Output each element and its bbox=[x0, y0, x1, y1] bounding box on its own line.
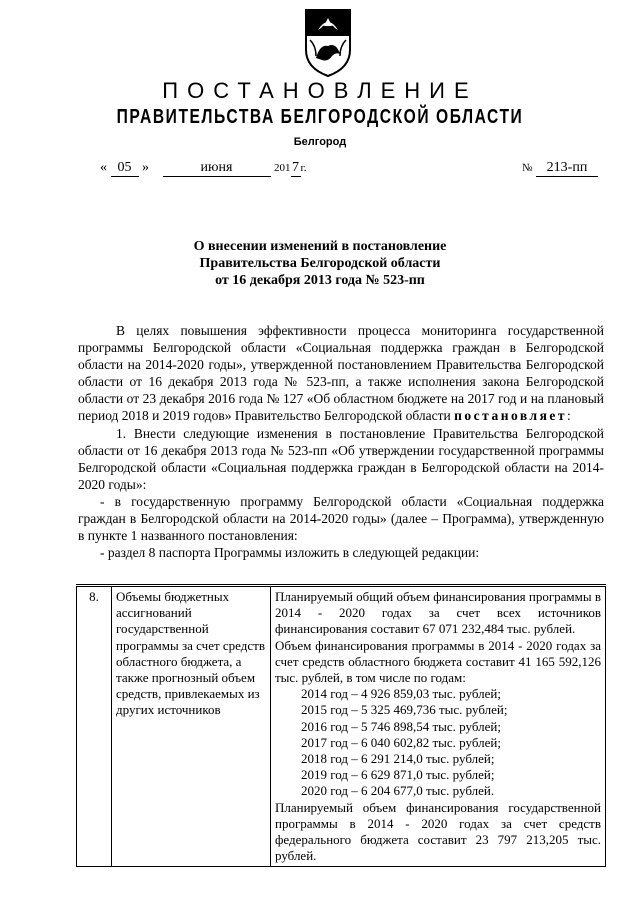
coat-of-arms-emblem bbox=[302, 6, 354, 78]
subject-line: Правительства Белгородской области bbox=[199, 256, 441, 271]
year-item: 2014 год – 4 926 859,03 тыс. рублей; bbox=[301, 686, 501, 702]
date-day: 05 bbox=[111, 160, 139, 177]
date-open-quote: « bbox=[100, 160, 107, 175]
document-title: ПОСТАНОВЛЕНИЕ bbox=[162, 78, 478, 103]
row-label: Объемы бюджетных ассигнований государственной программы за счет средств областного бюджета, а также прогнозный объем средств, привлекаемых из других источников bbox=[112, 587, 271, 867]
document-number: 213-пп bbox=[536, 160, 598, 177]
date-year-prefix: 201 bbox=[274, 162, 291, 174]
year-item: 2018 год – 6 291 214,0 тыс. рублей; bbox=[301, 751, 495, 767]
document-body bbox=[78, 322, 604, 561]
total-funding-text: Планируемый общий объем финансирования программы в 2014 - 2020 годах за счет всех источников финансирования составит 67 071 232,484 тыс. рублей. bbox=[275, 589, 602, 637]
year-item: 2020 год – 6 204 677,0 тыс. рублей. bbox=[301, 783, 495, 799]
year-item: 2015 год – 5 325 469,736 тыс. рублей; bbox=[301, 702, 508, 718]
federal-funding-text: Планируемый объем финансирования государственной программы в 2014 - 2020 годах за счет средств федерального бюджета составит 23 797 213,205 тыс. рублей. bbox=[275, 799, 601, 864]
number-label: № bbox=[522, 162, 533, 174]
subject-line: от 16 декабря 2013 года № 523-пп bbox=[215, 273, 425, 288]
regional-funding-text: Объем финансирования программы в 2014 - 2020 годах за счет средств областного бюджета составит 41 165 592,126 тыс. рублей, в том числе по годам: bbox=[275, 637, 601, 686]
preamble-text: В целях повышения эффективности процесса мониторинга государственной программы Белгородской области «Социальная поддержка граждан в Белгородской области на 2014-2020 годы», утвержденной постановлением Правительства Белгородской области от 16 декабря 2013 года № 523-пп, а также исполнения закона Белгородской области от 23 декабря 2016 года № 127 «Об областном бюджете на 2017 год и на плановый период 2018 и 2019 годов» Правительство Белгородской области bbox=[78, 323, 604, 424]
program-paragraph: - в государственную программу Белгородской области «Социальная поддержка граждан в Белгородской области на 2014-2020 годы» (далее – Программа), утвержденную в пункте 1 названного постановления: bbox=[78, 493, 604, 544]
decree-keyword: постановляет bbox=[454, 408, 568, 424]
preamble-colon: : bbox=[567, 408, 571, 424]
year-item: 2017 год – 6 040 602,82 тыс. рублей; bbox=[301, 734, 501, 750]
row-content bbox=[271, 587, 606, 867]
section-8-paragraph: - раздел 8 паспорта Программы изложить в следующей редакции: bbox=[100, 545, 480, 561]
passport-table bbox=[76, 586, 606, 867]
document-number-line bbox=[522, 160, 598, 177]
table-row bbox=[77, 587, 606, 867]
year-item: 2019 год – 6 629 871,0 тыс. рублей; bbox=[301, 767, 495, 783]
date-year-digit: 7 bbox=[292, 160, 299, 175]
date-month: июня bbox=[163, 160, 271, 177]
item-1-paragraph: 1. Внести следующие изменения в постановление Правительства Белгородской области от 16 декабря 2013 года № 523-пп «Об утверждении государственной программы Белгородской области «Социальная поддержка граждан в Белгородской области на 2014-2020 годы»: bbox=[78, 425, 604, 492]
date-line bbox=[100, 160, 307, 177]
row-number: 8. bbox=[77, 587, 112, 867]
table-top-rule bbox=[76, 584, 606, 585]
year-item: 2016 год – 5 746 898,54 тыс. рублей; bbox=[301, 718, 501, 734]
preamble-paragraph bbox=[78, 322, 604, 425]
document-subject bbox=[0, 238, 640, 289]
date-year-suffix: г. bbox=[300, 162, 307, 174]
issuing-authority: ПРАВИТЕЛЬСТВА БЕЛГОРОДСКОЙ ОБЛАСТИ bbox=[116, 106, 524, 128]
city-name: Белгород bbox=[293, 136, 347, 148]
date-close-quote: » bbox=[142, 160, 149, 175]
subject-line: О внесении изменений в постановление bbox=[193, 239, 447, 254]
